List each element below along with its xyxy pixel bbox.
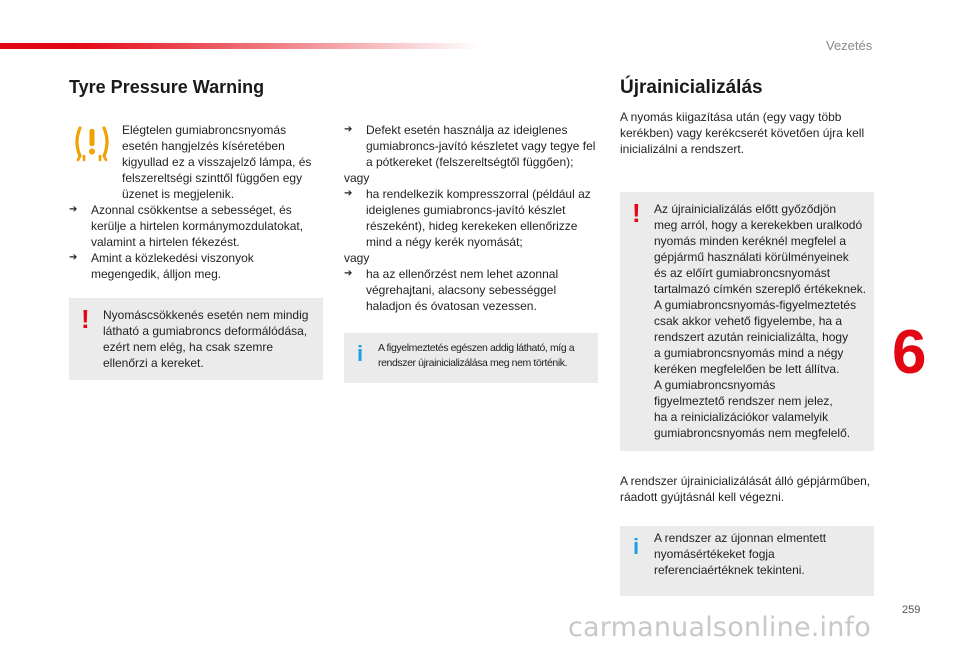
list-item-text: Defekt esetén használja az ideiglenes gumiabroncs-javító készletet vagy tegye fel a pótkereket (felszereltségtől függően); <box>366 123 596 169</box>
text-line: és az előírt gumiabroncsnyomást <box>654 266 831 280</box>
warning-box-text <box>654 201 872 441</box>
warning-exclamation-icon: ! <box>632 198 641 228</box>
text-line: a gumiabroncsnyomás mind a négy <box>654 346 844 360</box>
list-item-text: Amint a közlekedési viszonyok megengedik, álljon meg. <box>91 251 254 281</box>
page-title-right: Újrainicializálás <box>620 77 763 98</box>
warning-box-left <box>69 298 323 380</box>
header-accent-bar <box>0 43 480 49</box>
text-line: figyelmeztető rendszer nem jelez, <box>654 394 833 408</box>
info-box-text: A figyelmeztetés egészen addig látható, míg a rendszer újrainicializálása meg nem történik. <box>378 342 575 369</box>
text-line: A gumiabroncsnyomás <box>654 378 776 392</box>
page-number: 259 <box>902 604 921 616</box>
text-line: tartalmazó címkén szereplő értékeknek. <box>654 282 867 296</box>
text-line: Az újrainicializálás előtt győződjön <box>654 202 837 216</box>
bullet-arrow-icon: ➔ <box>69 252 78 263</box>
info-box-right <box>620 526 874 596</box>
list-item <box>69 202 324 250</box>
list-item-text: ha az ellenőrzést nem lehet azonnal végrehajtani, alacsony sebességgel haladjon és óvatosan vezessen. <box>366 267 559 313</box>
list-item <box>344 122 599 170</box>
middle-column <box>344 122 599 314</box>
or-label: vagy <box>344 251 370 265</box>
bullet-arrow-icon: ➔ <box>69 204 78 215</box>
warning-exclamation-icon: ! <box>81 304 90 334</box>
text-line: gumiabroncsnyomás nem megfelelő. <box>654 426 851 440</box>
text-line: A gumiabroncsnyomás-figyelmeztetés <box>654 298 857 312</box>
intro-text: Elégtelen gumiabroncsnyomás esetén hangjelzés kíséretében kigyullad ez a visszajelző lámpa, és felszereltségi szinttől függően egy üzenet is megjelenik. <box>122 123 312 201</box>
list-item-text: Azonnal csökkentse a sebességet, és kerülje a hirtelen kormánymozdulatokat, valamint a hirtelen fékezést. <box>91 203 304 249</box>
list-item <box>344 266 599 314</box>
warning-box-text: Nyomáscsökkenés esetén nem mindig látható a gumiabroncs deformálódása, ezért nem elég, ha csak szemre ellenőrzi a kereket. <box>103 308 309 370</box>
watermark: carmanualsonline.info <box>568 612 871 643</box>
bullet-arrow-icon: ➔ <box>344 188 353 199</box>
text-line: rendszert azután reinicializálta, hogy <box>654 330 849 344</box>
bullet-arrow-icon: ➔ <box>344 124 353 135</box>
text-line: nyomás minden keréknél megfelel a <box>654 234 847 248</box>
list-item <box>344 186 599 250</box>
text-line: ha a reinicializációkor valamelyik <box>654 410 829 424</box>
info-box-middle <box>344 333 598 383</box>
text-line: gépjármű használati körülményeinek <box>654 250 849 264</box>
text-line: meg arról, hogy a kerekekben uralkodó <box>654 218 863 232</box>
text-line: keréken megfelelően be lett állítva. <box>654 362 840 376</box>
left-bullet-list <box>69 202 324 282</box>
right-intro-text: A nyomás kiigazítása után (egy vagy több kerékben) vagy kerékcserét követően újra kell inicializálni a rendszert. <box>620 110 865 156</box>
bullet-arrow-icon: ➔ <box>344 268 353 279</box>
list-item-text: ha rendelkezik kompresszorral (például az ideiglenes gumiabroncs-javító készlet részeként), hideg kerekeken ellenőrizze mind a négy kerék nyomását; <box>366 187 591 249</box>
tyre-pressure-warning-lamp-icon <box>72 122 112 167</box>
info-icon: i <box>357 341 364 366</box>
list-item <box>69 250 324 282</box>
or-label: vagy <box>344 171 370 185</box>
right-middle-text: A rendszer újrainicializálását álló gépjárműben, ráadott gyújtásnál kell végezni. <box>620 474 871 504</box>
section-label: Vezetés <box>826 38 873 53</box>
info-icon: i <box>633 534 640 559</box>
info-box-text: A rendszer az újonnan elmentett nyomásértékeket fogja referenciaértéknek tekinteni. <box>654 531 827 577</box>
chapter-number: 6 <box>892 318 927 387</box>
text-line: csak akkor vehető figyelembe, ha a <box>654 314 843 328</box>
page-title-left: Tyre Pressure Warning <box>69 77 265 97</box>
warning-box-right <box>620 192 874 451</box>
